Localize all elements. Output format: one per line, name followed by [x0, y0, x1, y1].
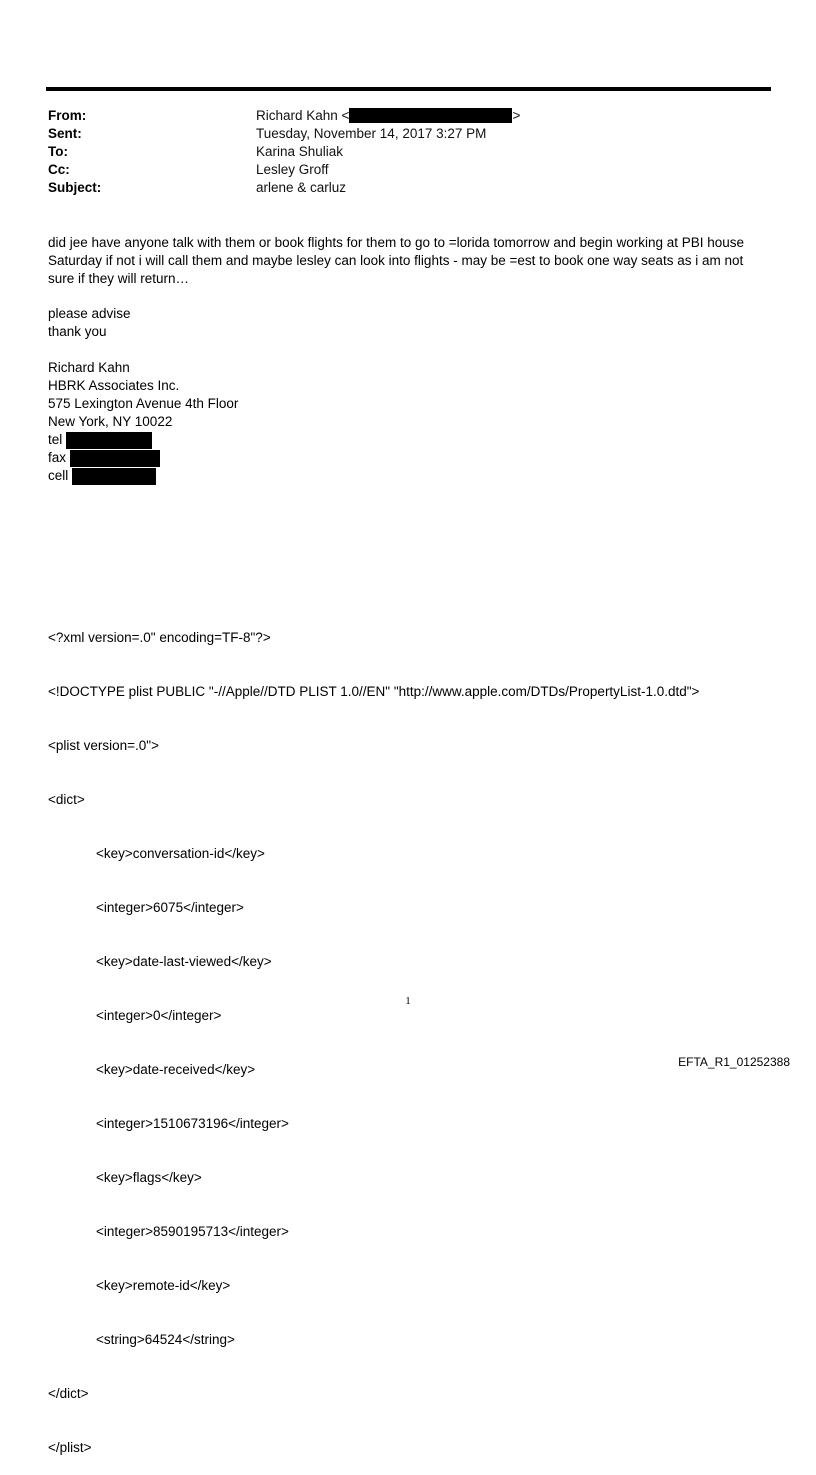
xml-entry: <integer>6075</integer> — [96, 900, 244, 915]
subject-label: Subject: — [48, 180, 102, 195]
signature-address-line: 575 Lexington Avenue 4th Floor — [48, 396, 239, 411]
xml-entry: <key>remote-id</key> — [96, 1278, 231, 1293]
xml-dict-open: <dict> — [48, 792, 85, 807]
sent-label: Sent: — [48, 126, 82, 141]
page-number: 1 — [405, 995, 411, 1007]
redacted-fax-block — [70, 450, 160, 467]
xml-dict-close: </dict> — [48, 1386, 89, 1401]
email-header — [48, 107, 768, 197]
signature-tel — [48, 431, 768, 449]
xml-entry: <integer>1510673196</integer> — [96, 1116, 289, 1131]
xml-entry: <key>conversation-id</key> — [96, 846, 265, 861]
subject-value: arlene & carluz — [256, 180, 347, 195]
xml-plist-close: </plist> — [48, 1440, 92, 1455]
redacted-email-block — [349, 108, 512, 123]
bates-number: EFTA_R1_01252388 — [678, 1055, 790, 1069]
xml-entry: <key>date-last-viewed</key> — [96, 954, 272, 969]
closing-line: please advise — [48, 306, 131, 321]
xml-entry: <integer>0</integer> — [96, 1008, 222, 1023]
fax-label: fax — [48, 450, 67, 465]
message-paragraph: did jee have anyone talk with them or book flights for them to go to =lorida tomorrow and begin working at PBI house Saturday if not i will call them and maybe lesley can look into flights - may be =est to book one way seats as i am not sure if they will return… — [48, 235, 745, 286]
message-closing — [48, 305, 768, 341]
header-rule — [46, 87, 771, 91]
xml-entry: <key>flags</key> — [96, 1170, 202, 1185]
to-label: To: — [48, 144, 68, 159]
xml-entry: <key>date-received</key> — [96, 1062, 256, 1077]
xml-entry: <integer>8590195713</integer> — [96, 1224, 289, 1239]
signature-name: Richard Kahn — [48, 360, 130, 375]
signature-company: HBRK Associates Inc. — [48, 378, 180, 393]
xml-declaration: <?xml version=.0" encoding=TF-8"?> — [48, 630, 271, 645]
xml-plist-open: <plist version=.0"> — [48, 738, 159, 753]
redacted-cell-block — [72, 468, 156, 485]
cc-value: Lesley Groff — [256, 162, 329, 177]
xml-entry: <string>64524</string> — [96, 1332, 235, 1347]
signature-address-line: New York, NY 10022 — [48, 414, 173, 429]
sent-value: Tuesday, November 14, 2017 3:27 PM — [256, 126, 487, 141]
from-close-bracket: > — [512, 108, 521, 123]
message-body — [48, 234, 768, 288]
closing-line: thank you — [48, 324, 107, 339]
sent-row — [48, 125, 768, 143]
cc-row — [48, 161, 768, 179]
signature-block — [48, 359, 768, 485]
cell-label: cell — [48, 468, 69, 483]
tel-label: tel — [48, 432, 63, 447]
from-value — [256, 107, 520, 125]
to-value: Karina Shuliak — [256, 144, 344, 159]
xml-doctype: <!DOCTYPE plist PUBLIC "-//Apple//DTD PLIST 1.0//EN" "http://www.apple.com/DTDs/PropertyList-1.0.dtd"> — [48, 684, 700, 699]
subject-row — [48, 179, 768, 197]
cc-label: Cc: — [48, 162, 70, 177]
from-name: Richard Kahn < — [256, 108, 350, 123]
redacted-tel-block — [66, 432, 152, 449]
to-row — [48, 143, 768, 161]
signature-cell — [48, 467, 768, 485]
signature-fax — [48, 449, 768, 467]
from-label: From: — [48, 108, 87, 123]
from-row — [48, 107, 768, 125]
xml-plist-block — [48, 593, 768, 1475]
